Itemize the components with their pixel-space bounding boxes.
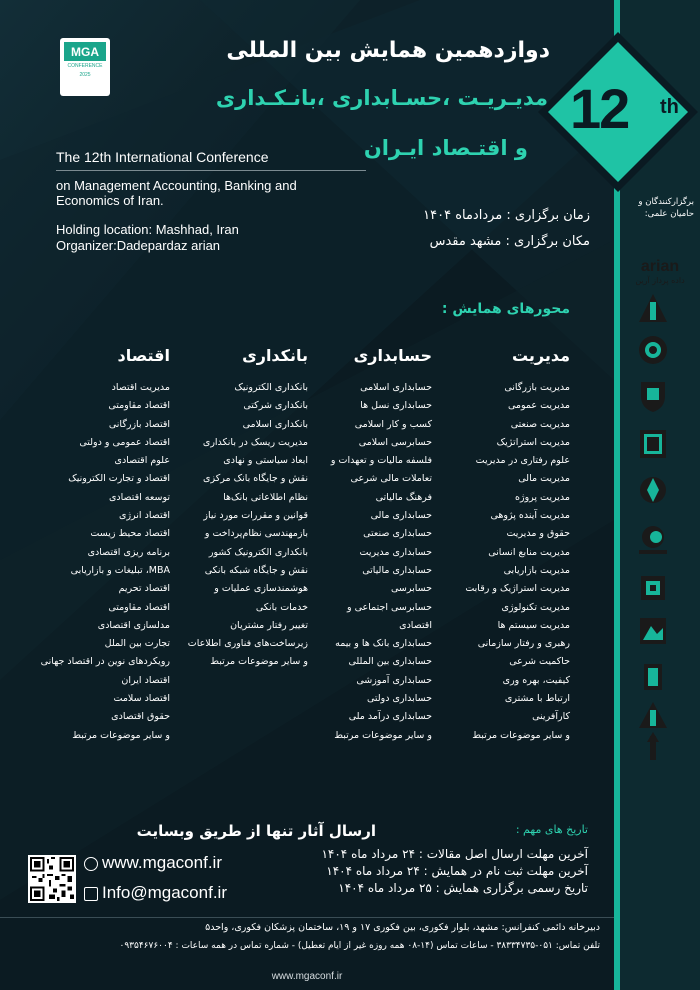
topic-item: خدمات بانکی	[255, 601, 308, 613]
topic-item: حسابداری مدیریت	[359, 546, 432, 558]
website-link[interactable]	[84, 853, 222, 873]
topic-item: کارآفرینی	[532, 711, 570, 723]
column-banking	[188, 346, 308, 672]
topic-item: تعاملات مالی شرعی	[350, 473, 432, 485]
topic-item: مدیریت صنعتی	[510, 418, 570, 430]
topic-item: علوم اقتصادی	[114, 455, 170, 467]
topic-item: علوم رفتاری در مدیریت	[475, 455, 570, 467]
topic-item: نقش و جایگاه شبکه بانکی	[204, 564, 308, 576]
topic-item: برنامه ریزی اقتصادی	[87, 546, 170, 558]
edition-number: 12	[570, 77, 629, 140]
topic-item: تجارت بین الملل	[104, 638, 170, 650]
topic-item: مدیریت بازرگانی	[504, 382, 570, 393]
topic-item: و سایر موضوعات مرتبط	[210, 656, 308, 668]
topic-item: اقتصاد عمومی و دولتی	[79, 436, 170, 448]
square-seal-icon	[640, 430, 666, 458]
dates-title: تاریخ های مهم :	[515, 823, 588, 836]
seal-icon	[639, 336, 667, 364]
topic-item: حسابداری آموزشی	[356, 674, 432, 686]
topic-item: اقتصادی	[399, 619, 432, 631]
topic-item: اقتصاد و تجارت الکترونیک	[68, 473, 170, 485]
topic-item: اقتصاد بازرگانی	[108, 418, 170, 430]
topic-item: مدیریت اقتصاد	[111, 382, 170, 393]
organizer: Organizer:Dadepardaz arian	[56, 238, 221, 253]
topic-item: مدیریت عمومی	[507, 400, 570, 412]
logo-sub1: CONFERENCE	[67, 63, 103, 69]
topic-item: و سایر موضوعات مرتبط	[472, 729, 570, 741]
globe-icon	[84, 857, 98, 871]
topic-item: حسابداری مالی	[370, 510, 432, 522]
topic-item: حسابداری بین المللی	[348, 656, 432, 668]
topic-item: مدیریت تکنولوژی	[501, 601, 570, 613]
footer-divider	[0, 917, 614, 918]
topic-item: حسابداری بانک ها و بیمه	[335, 638, 432, 650]
topic-item: بازمهندسی نظام‌پرداخت و	[204, 528, 308, 540]
footer-address: دبیرخانه دائمی کنفرانس: مشهد، بلوار فکوری، بین فکوری ۱۷ و ۱۹، ساختمان پزشکان فکوری، واحد۵	[205, 922, 600, 933]
topic-item: رهبری و رفتار سازمانی	[477, 638, 570, 650]
topic-item: حاکمیت شرعی	[509, 656, 570, 668]
sponsor-logos	[637, 292, 669, 762]
logo-name: MGA	[64, 42, 106, 61]
topic-item: قوانین و مقررات مورد نیاز	[203, 510, 308, 522]
footer-phone: تلفن تماس: ۰۵۱-۳۸۳۳۴۷۳۵ - ساعات تماس (۱۴-۰۸ همه روزه غیر از ایام تعطیل) - شماره تماس در همه ساعات : ۰۹۳۵۴۶۷۶۰۰۴	[119, 941, 600, 951]
title-fa-line3: و اقتـصاد ایـران	[363, 136, 528, 160]
topic-item: مدیریت منابع انسانی	[488, 546, 570, 558]
topic-item: مدیریت مالی	[518, 473, 570, 485]
topic-item: حقوق اقتصادی	[111, 711, 170, 723]
topic-item: حسابداری درآمد ملی	[348, 711, 432, 723]
shield-icon	[641, 382, 665, 412]
sponsors-label: برگزارکنندگان و حامیان علمی:	[638, 197, 694, 219]
topic-item: حقوق و مدیریت	[506, 528, 570, 540]
title-divider	[56, 170, 366, 171]
topic-item: حسابداری دولتی	[366, 693, 432, 705]
column-economics	[41, 346, 170, 745]
logo-sub2: 2025	[79, 72, 91, 78]
topic-item: کیفیت، بهره وری	[502, 674, 570, 686]
topic-item: فلسفه مالیات و تعهدات و	[330, 455, 432, 467]
topic-item: و سایر موضوعات مرتبط	[334, 729, 432, 741]
arian-logo	[628, 258, 692, 285]
topic-item: اقتصاد تحریم	[118, 583, 170, 595]
topic-item: اقتصاد سلامت	[113, 693, 170, 705]
date-item: تاریخ رسمی برگزاری همایش : ۲۵ مرداد ماه ۱۴۰۴	[338, 881, 588, 895]
title-en-line1: The 12th International Conference	[56, 149, 269, 165]
submission-title: ارسال آثار تنها از طریق وبسایت	[136, 822, 376, 840]
column-title: بانکداری	[242, 346, 308, 365]
topic-item: مدیریت استراژیک و رقابت	[465, 583, 570, 595]
topic-item: حسابرسی اسلامی	[358, 436, 432, 448]
column-management	[465, 346, 570, 745]
topic-item: و سایر موضوعات مرتبط	[72, 729, 170, 741]
topic-item: حسابداری اسلامی	[360, 382, 432, 393]
email-link[interactable]	[84, 883, 227, 903]
topic-item: حسابداری مالیاتی	[362, 564, 432, 576]
topic-item: مدیریت پروژه	[515, 491, 570, 503]
qr-code[interactable]	[28, 855, 76, 903]
column-accounting	[331, 346, 432, 745]
university-emblem-icon	[639, 294, 667, 322]
date-item: آخرین مهلت ارسال اصل مقالات : ۲۴ مرداد ماه ۱۴۰۴	[321, 847, 588, 861]
mail-icon	[84, 887, 98, 901]
monument-icon	[644, 664, 662, 690]
topic-item: مدیریت ریسک در بانکداری	[202, 436, 308, 448]
website-text: www.mgaconf.ir	[102, 853, 222, 872]
edition-suffix: th	[660, 96, 679, 118]
topic-item: حسابرسی اجتماعی و	[347, 601, 432, 613]
tower-icon	[647, 732, 659, 760]
topic-item: توسعه اقتصادی	[108, 491, 170, 503]
crest-icon	[641, 576, 665, 600]
topic-item: تغییر رفتار مشتریان	[230, 619, 308, 631]
column-title: حسابداری	[353, 346, 432, 365]
topic-item: مدیریت آینده پژوهی	[490, 510, 570, 522]
topic-item: اقتصاد محیط زیست	[90, 528, 170, 540]
title-fa-line1: دوازدهمین همایش بین المللی	[226, 38, 550, 63]
topic-item: مدیریت بازاریابی	[503, 564, 570, 576]
topic-item: مدلسازی اقتصادی	[97, 619, 170, 631]
topic-item: هوشمندسازی عملیات و	[214, 583, 308, 595]
topic-item: حسابداری نسل ها	[360, 400, 432, 412]
mga-logo	[60, 38, 110, 96]
topic-item: اقتصاد مقاومتی	[108, 400, 170, 412]
event-location: مکان برگزاری : مشهد مقدس	[429, 234, 590, 249]
date-item: آخرین مهلت ثبت نام در همایش : ۲۴ مرداد ماه ۱۴۰۴	[326, 864, 588, 878]
topic-item: مدیریت استراتژیک	[496, 436, 570, 448]
topic-item: اقتصاد ایران	[121, 674, 170, 686]
axes-title: محورهای همایش :	[441, 301, 570, 317]
arian-name: arian	[640, 258, 680, 275]
topic-item: MBA، تبلیغات و بازاریابی	[70, 564, 170, 576]
topic-item: زیرساخت‌های فناوری اطلاعات	[187, 638, 308, 650]
topic-item: اقتصاد انرژی	[119, 510, 170, 522]
arian-fa: داده پرداز آرین	[635, 276, 685, 285]
topic-item: بانکداری شرکتی	[243, 400, 308, 412]
topic-item: حسابرسی	[390, 583, 432, 595]
topic-item: بانکداری اسلامی	[242, 418, 308, 430]
title-fa-line2: مدیـریـت ،حسـابداری ،بانـکـداری	[215, 86, 548, 110]
footer-url[interactable]: www.mgaconf.ir	[271, 971, 343, 982]
landscape-emblem-icon	[640, 618, 666, 644]
topic-item: کسب و کار اسلامی	[354, 418, 432, 430]
topic-item: حسابداری صنعتی	[363, 528, 432, 540]
topic-item: مدیریت سیستم ها	[497, 619, 570, 631]
topic-item: نقش و جایگاه بانک مرکزی	[203, 473, 308, 485]
topic-item: نظام اطلاعاتی بانک‌ها	[223, 491, 308, 503]
column-title: اقتصاد	[117, 346, 170, 365]
topic-item: ابعاد سیاستی و نهادی	[223, 455, 308, 467]
university-emblem-icon	[639, 702, 667, 728]
civilica-icon	[639, 526, 667, 554]
topic-item: اقتصاد مقاومتی	[108, 601, 170, 613]
topic-item: رویکردهای نوین در اقتصاد جهانی	[40, 656, 170, 668]
event-date: زمان برگزاری : مردادماه ۱۴۰۴	[423, 208, 590, 223]
flower-emblem-icon	[640, 477, 666, 503]
important-dates	[321, 846, 588, 897]
topic-item: فرهنگ مالیاتی	[375, 491, 432, 503]
holding-location: Holding location: Mashhad, Iran	[56, 222, 239, 237]
title-en-line2: on Management Accounting, Banking and Economics of Iran.	[56, 178, 297, 208]
topic-item: بانکداری الکترونیک کشور	[208, 546, 308, 558]
column-title: مدیریت	[511, 346, 570, 365]
topic-item: ارتباط با مشتری	[504, 693, 570, 705]
email-text: Info@mgaconf.ir	[102, 883, 227, 902]
topic-item: بانکداری الکترونیک	[234, 382, 308, 393]
